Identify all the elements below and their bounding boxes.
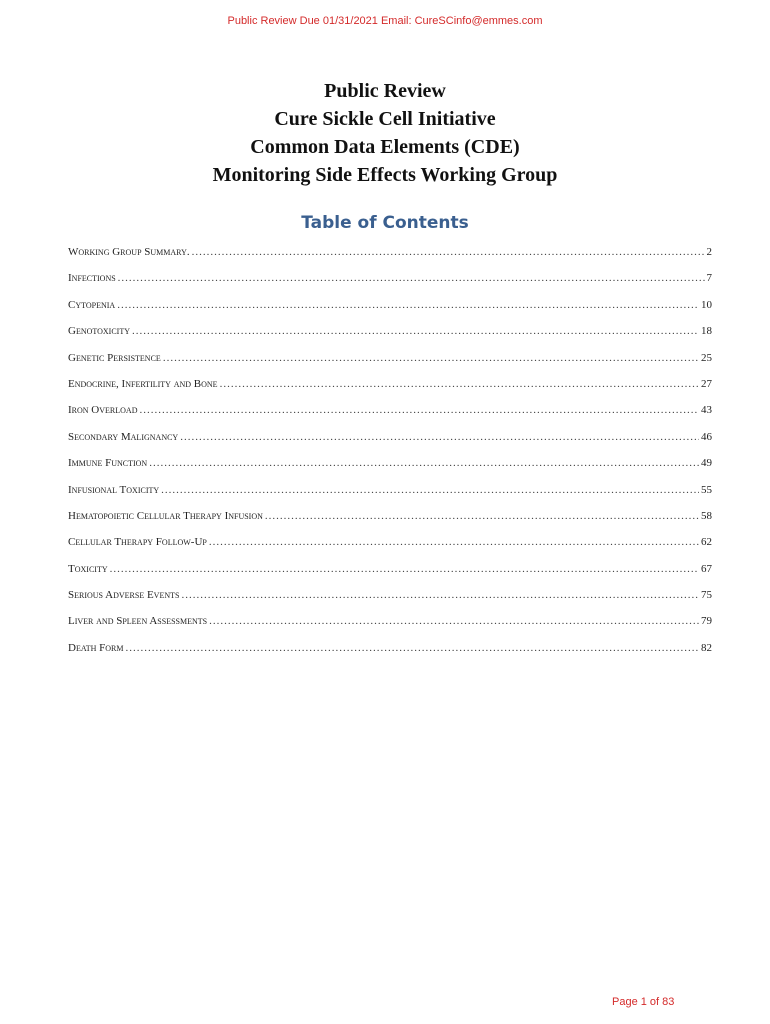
toc-entry-title: Iron Overload (68, 404, 138, 417)
toc-entry-title: Toxicity (68, 562, 108, 575)
toc-entry-title: Cellular Therapy Follow-Up (68, 536, 207, 549)
document-title (0, 77, 770, 189)
toc-entry[interactable] (68, 325, 712, 351)
toc-heading: Table of Contents (301, 213, 469, 233)
toc-entry-page: 75 (701, 589, 712, 602)
page-number: Page 1 of 83 (612, 996, 675, 1008)
toc-entry-title: Hematopoietic Cellular Therapy Infusion (68, 509, 263, 522)
toc-dot-leader (192, 246, 705, 258)
toc-entry-page: 43 (701, 404, 712, 417)
toc-dot-leader (149, 457, 699, 469)
toc-entry-page: 55 (701, 483, 712, 496)
table-of-contents (68, 246, 712, 668)
toc-entry-page: 49 (701, 457, 712, 470)
toc-entry[interactable] (68, 431, 712, 457)
toc-dot-leader (265, 510, 699, 522)
toc-entry-page: 7 (706, 272, 712, 285)
toc-dot-leader (209, 536, 699, 548)
toc-entry-page: 67 (701, 562, 712, 575)
toc-entry[interactable] (68, 457, 712, 483)
toc-entry[interactable] (68, 642, 712, 668)
toc-entry-title: Genetic Persistence (68, 351, 161, 364)
toc-entry-page: 10 (701, 298, 712, 311)
toc-entry-title: Serious Adverse Events (68, 589, 180, 602)
toc-dot-leader (139, 404, 699, 416)
toc-entry-page: 82 (701, 641, 712, 654)
toc-entry[interactable] (68, 615, 712, 641)
toc-entry-page: 58 (701, 509, 712, 522)
toc-entry[interactable] (68, 536, 712, 562)
toc-entry[interactable] (68, 352, 712, 378)
toc-dot-leader (110, 563, 699, 575)
toc-entry-title: Infusional Toxicity (68, 483, 160, 496)
toc-entry-page: 79 (701, 615, 712, 628)
toc-entry-title: Cytopenia (68, 298, 116, 311)
title-line: Monitoring Side Effects Working Group (212, 164, 558, 186)
toc-entry[interactable] (68, 246, 712, 272)
toc-dot-leader (163, 352, 699, 364)
toc-entry-title: Liver and Spleen Assessments (68, 615, 208, 628)
title-line: Cure Sickle Cell Initiative (274, 108, 496, 130)
toc-entry[interactable] (68, 589, 712, 615)
toc-entry-title: Death Form (68, 641, 124, 654)
toc-entry-title: Infections (68, 272, 116, 285)
toc-entry-title: Immune Function (68, 457, 148, 470)
title-line: Public Review (324, 80, 446, 102)
toc-entry-page: 25 (701, 351, 712, 364)
toc-entry-page: 18 (701, 325, 712, 338)
toc-entry-title: Endocrine, Infertility and Bone (68, 377, 218, 390)
toc-dot-leader (132, 325, 699, 337)
toc-entry-page: 27 (701, 377, 712, 390)
toc-dot-leader (209, 615, 699, 627)
toc-entry[interactable] (68, 484, 712, 510)
toc-dot-leader (118, 272, 705, 284)
toc-entry-page: 46 (701, 430, 712, 443)
toc-entry-title: Secondary Malignancy (68, 430, 179, 443)
toc-entry-page: 2 (706, 246, 712, 258)
toc-entry[interactable] (68, 510, 712, 536)
toc-dot-leader (181, 589, 699, 601)
toc-entry[interactable] (68, 272, 712, 298)
toc-dot-leader (125, 642, 699, 654)
toc-entry-page: 62 (701, 536, 712, 549)
toc-dot-leader (220, 378, 699, 390)
toc-entry[interactable] (68, 404, 712, 430)
toc-entry-title: Working Group Summary. (68, 246, 190, 258)
toc-entry[interactable] (68, 563, 712, 589)
toc-dot-leader (180, 431, 699, 443)
toc-entry-title: Genotoxicity (68, 325, 131, 338)
title-line: Common Data Elements (CDE) (250, 136, 520, 158)
toc-dot-leader (161, 484, 699, 496)
toc-entry[interactable] (68, 299, 712, 325)
review-header-note: Public Review Due 01/31/2021 Email: CureSCinfo@emmes.com (227, 15, 543, 27)
toc-entry[interactable] (68, 378, 712, 404)
toc-dot-leader (117, 299, 699, 311)
